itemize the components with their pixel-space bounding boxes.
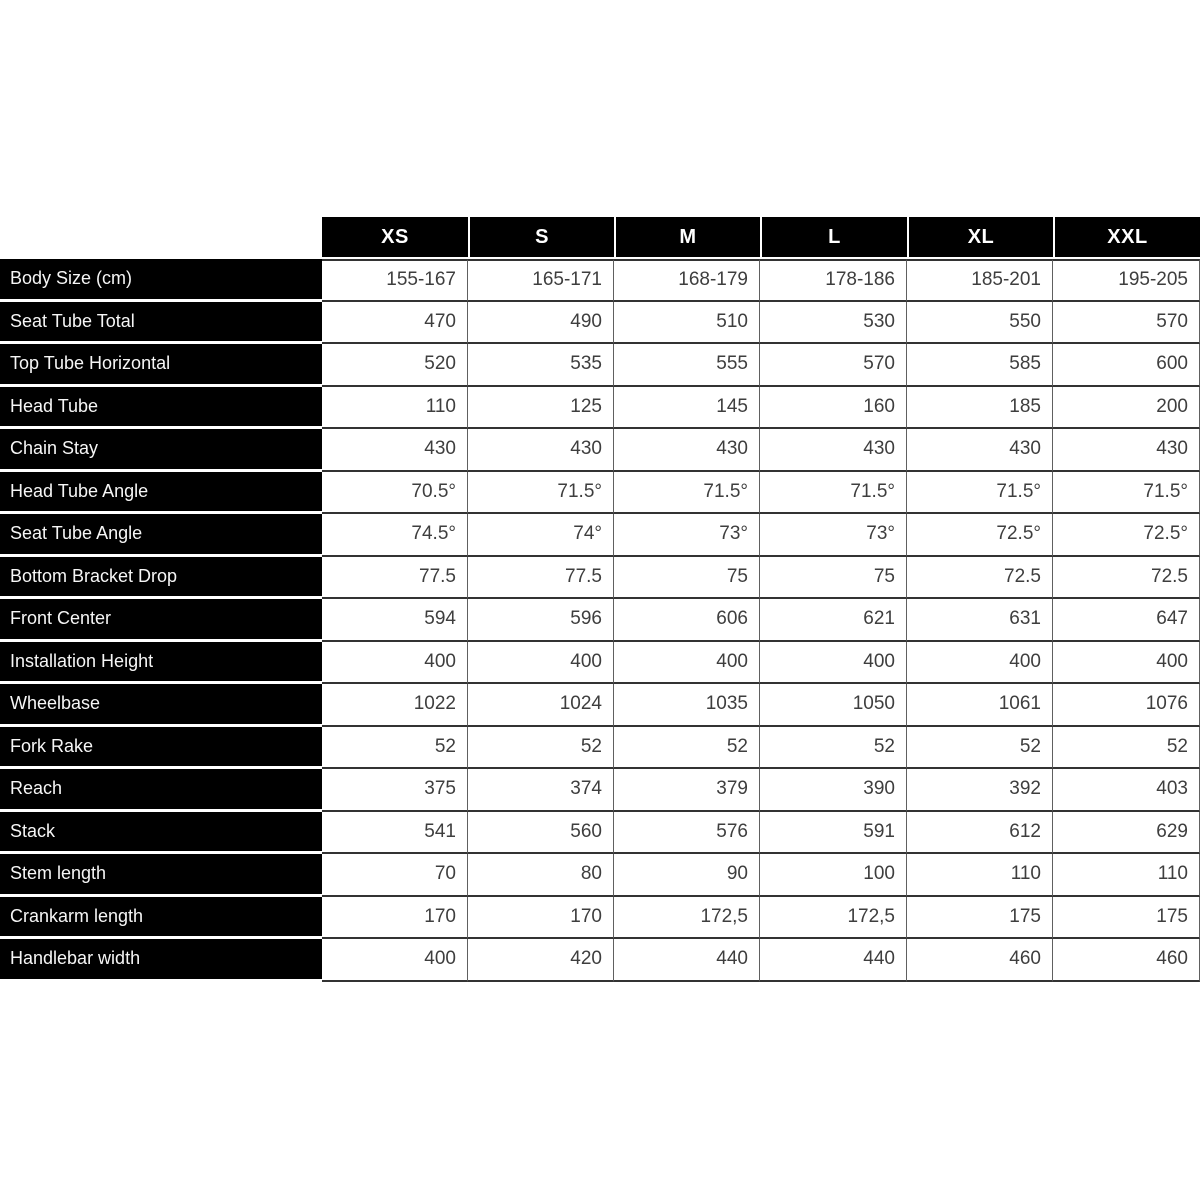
- value-cell: 71.5°: [907, 472, 1053, 515]
- row-label: Seat Tube Angle: [0, 514, 322, 557]
- row-label: Stem length: [0, 854, 322, 897]
- value-cell: 1061: [907, 684, 1053, 727]
- value-cell: 72.5°: [907, 514, 1053, 557]
- row-label: Head Tube Angle: [0, 472, 322, 515]
- value-cell: 400: [322, 642, 468, 685]
- value-cell: 585: [907, 344, 1053, 387]
- size-column-header: M: [614, 217, 760, 259]
- value-cell: 74.5°: [322, 514, 468, 557]
- row-label: Handlebar width: [0, 939, 322, 982]
- row-label: Body Size (cm): [0, 259, 322, 302]
- value-cell: 379: [614, 769, 760, 812]
- table-row: [0, 557, 1200, 600]
- value-cell: 430: [907, 429, 1053, 472]
- value-cell: 631: [907, 599, 1053, 642]
- value-cell: 195-205: [1053, 259, 1200, 302]
- value-cell: 400: [468, 642, 614, 685]
- value-cell: 530: [760, 302, 907, 345]
- value-cell: 52: [614, 727, 760, 770]
- table-row: [0, 599, 1200, 642]
- value-cell: 73°: [614, 514, 760, 557]
- value-cell: 72.5: [1053, 557, 1200, 600]
- row-label: Wheelbase: [0, 684, 322, 727]
- value-cell: 576: [614, 812, 760, 855]
- value-cell: 71.5°: [468, 472, 614, 515]
- row-label: Installation Height: [0, 642, 322, 685]
- value-cell: 100: [760, 854, 907, 897]
- value-cell: 110: [1053, 854, 1200, 897]
- value-cell: 145: [614, 387, 760, 430]
- value-cell: 77.5: [468, 557, 614, 600]
- table-row: [0, 939, 1200, 982]
- value-cell: 160: [760, 387, 907, 430]
- value-cell: 1076: [1053, 684, 1200, 727]
- value-cell: 550: [907, 302, 1053, 345]
- value-cell: 74°: [468, 514, 614, 557]
- value-cell: 1035: [614, 684, 760, 727]
- table-row: [0, 344, 1200, 387]
- value-cell: 1022: [322, 684, 468, 727]
- table-row: [0, 684, 1200, 727]
- row-label: Front Center: [0, 599, 322, 642]
- row-label: Crankarm length: [0, 897, 322, 940]
- value-cell: 110: [322, 387, 468, 430]
- table-row: [0, 727, 1200, 770]
- table-row: [0, 514, 1200, 557]
- row-label: Top Tube Horizontal: [0, 344, 322, 387]
- value-cell: 440: [614, 939, 760, 982]
- value-cell: 430: [760, 429, 907, 472]
- value-cell: 600: [1053, 344, 1200, 387]
- value-cell: 175: [907, 897, 1053, 940]
- value-cell: 570: [760, 344, 907, 387]
- value-cell: 647: [1053, 599, 1200, 642]
- value-cell: 125: [468, 387, 614, 430]
- value-cell: 392: [907, 769, 1053, 812]
- value-cell: 165-171: [468, 259, 614, 302]
- value-cell: 606: [614, 599, 760, 642]
- value-cell: 560: [468, 812, 614, 855]
- value-cell: 71.5°: [1053, 472, 1200, 515]
- value-cell: 155-167: [322, 259, 468, 302]
- value-cell: 460: [1053, 939, 1200, 982]
- row-label: Seat Tube Total: [0, 302, 322, 345]
- row-label: Head Tube: [0, 387, 322, 430]
- value-cell: 168-179: [614, 259, 760, 302]
- value-cell: 77.5: [322, 557, 468, 600]
- row-label: Reach: [0, 769, 322, 812]
- value-cell: 75: [760, 557, 907, 600]
- value-cell: 570: [1053, 302, 1200, 345]
- table-row: [0, 472, 1200, 515]
- value-cell: 110: [907, 854, 1053, 897]
- size-column-header: S: [468, 217, 614, 259]
- value-cell: 470: [322, 302, 468, 345]
- value-cell: 629: [1053, 812, 1200, 855]
- value-cell: 555: [614, 344, 760, 387]
- value-cell: 541: [322, 812, 468, 855]
- table-row: [0, 302, 1200, 345]
- value-cell: 72.5: [907, 557, 1053, 600]
- value-cell: 170: [322, 897, 468, 940]
- value-cell: 170: [468, 897, 614, 940]
- value-cell: 400: [1053, 642, 1200, 685]
- value-cell: 200: [1053, 387, 1200, 430]
- table-row: [0, 429, 1200, 472]
- value-cell: 400: [907, 642, 1053, 685]
- value-cell: 52: [1053, 727, 1200, 770]
- value-cell: 172,5: [760, 897, 907, 940]
- table-row: [0, 769, 1200, 812]
- value-cell: 612: [907, 812, 1053, 855]
- table-row: [0, 259, 1200, 302]
- size-column-header: XXL: [1053, 217, 1200, 259]
- value-cell: 1024: [468, 684, 614, 727]
- size-column-header: L: [760, 217, 907, 259]
- table-row: [0, 854, 1200, 897]
- value-cell: 73°: [760, 514, 907, 557]
- value-cell: 430: [322, 429, 468, 472]
- size-header-row: [0, 217, 1200, 259]
- value-cell: 70: [322, 854, 468, 897]
- value-cell: 172,5: [614, 897, 760, 940]
- value-cell: 510: [614, 302, 760, 345]
- value-cell: 185: [907, 387, 1053, 430]
- value-cell: 400: [760, 642, 907, 685]
- value-cell: 71.5°: [760, 472, 907, 515]
- table-row: [0, 897, 1200, 940]
- table-row: [0, 642, 1200, 685]
- row-label: Stack: [0, 812, 322, 855]
- value-cell: 374: [468, 769, 614, 812]
- size-column-header: XS: [322, 217, 468, 259]
- value-cell: 390: [760, 769, 907, 812]
- value-cell: 52: [907, 727, 1053, 770]
- value-cell: 430: [468, 429, 614, 472]
- value-cell: 52: [760, 727, 907, 770]
- row-label: Chain Stay: [0, 429, 322, 472]
- value-cell: 594: [322, 599, 468, 642]
- value-cell: 185-201: [907, 259, 1053, 302]
- value-cell: 621: [760, 599, 907, 642]
- value-cell: 440: [760, 939, 907, 982]
- value-cell: 520: [322, 344, 468, 387]
- value-cell: 178-186: [760, 259, 907, 302]
- value-cell: 430: [614, 429, 760, 472]
- table-row: [0, 812, 1200, 855]
- value-cell: 591: [760, 812, 907, 855]
- value-cell: 72.5°: [1053, 514, 1200, 557]
- value-cell: 430: [1053, 429, 1200, 472]
- value-cell: 460: [907, 939, 1053, 982]
- value-cell: 596: [468, 599, 614, 642]
- value-cell: 535: [468, 344, 614, 387]
- row-label: Bottom Bracket Drop: [0, 557, 322, 600]
- value-cell: 75: [614, 557, 760, 600]
- corner-cell: [0, 217, 322, 259]
- value-cell: 375: [322, 769, 468, 812]
- value-cell: 71.5°: [614, 472, 760, 515]
- bike-geometry-table: [0, 217, 1200, 982]
- value-cell: 400: [322, 939, 468, 982]
- value-cell: 90: [614, 854, 760, 897]
- value-cell: 52: [468, 727, 614, 770]
- table-body: [0, 259, 1200, 982]
- value-cell: 175: [1053, 897, 1200, 940]
- value-cell: 1050: [760, 684, 907, 727]
- value-cell: 400: [614, 642, 760, 685]
- table-row: [0, 387, 1200, 430]
- row-label: Fork Rake: [0, 727, 322, 770]
- value-cell: 70.5°: [322, 472, 468, 515]
- value-cell: 80: [468, 854, 614, 897]
- value-cell: 52: [322, 727, 468, 770]
- value-cell: 490: [468, 302, 614, 345]
- value-cell: 403: [1053, 769, 1200, 812]
- value-cell: 420: [468, 939, 614, 982]
- size-column-header: XL: [907, 217, 1053, 259]
